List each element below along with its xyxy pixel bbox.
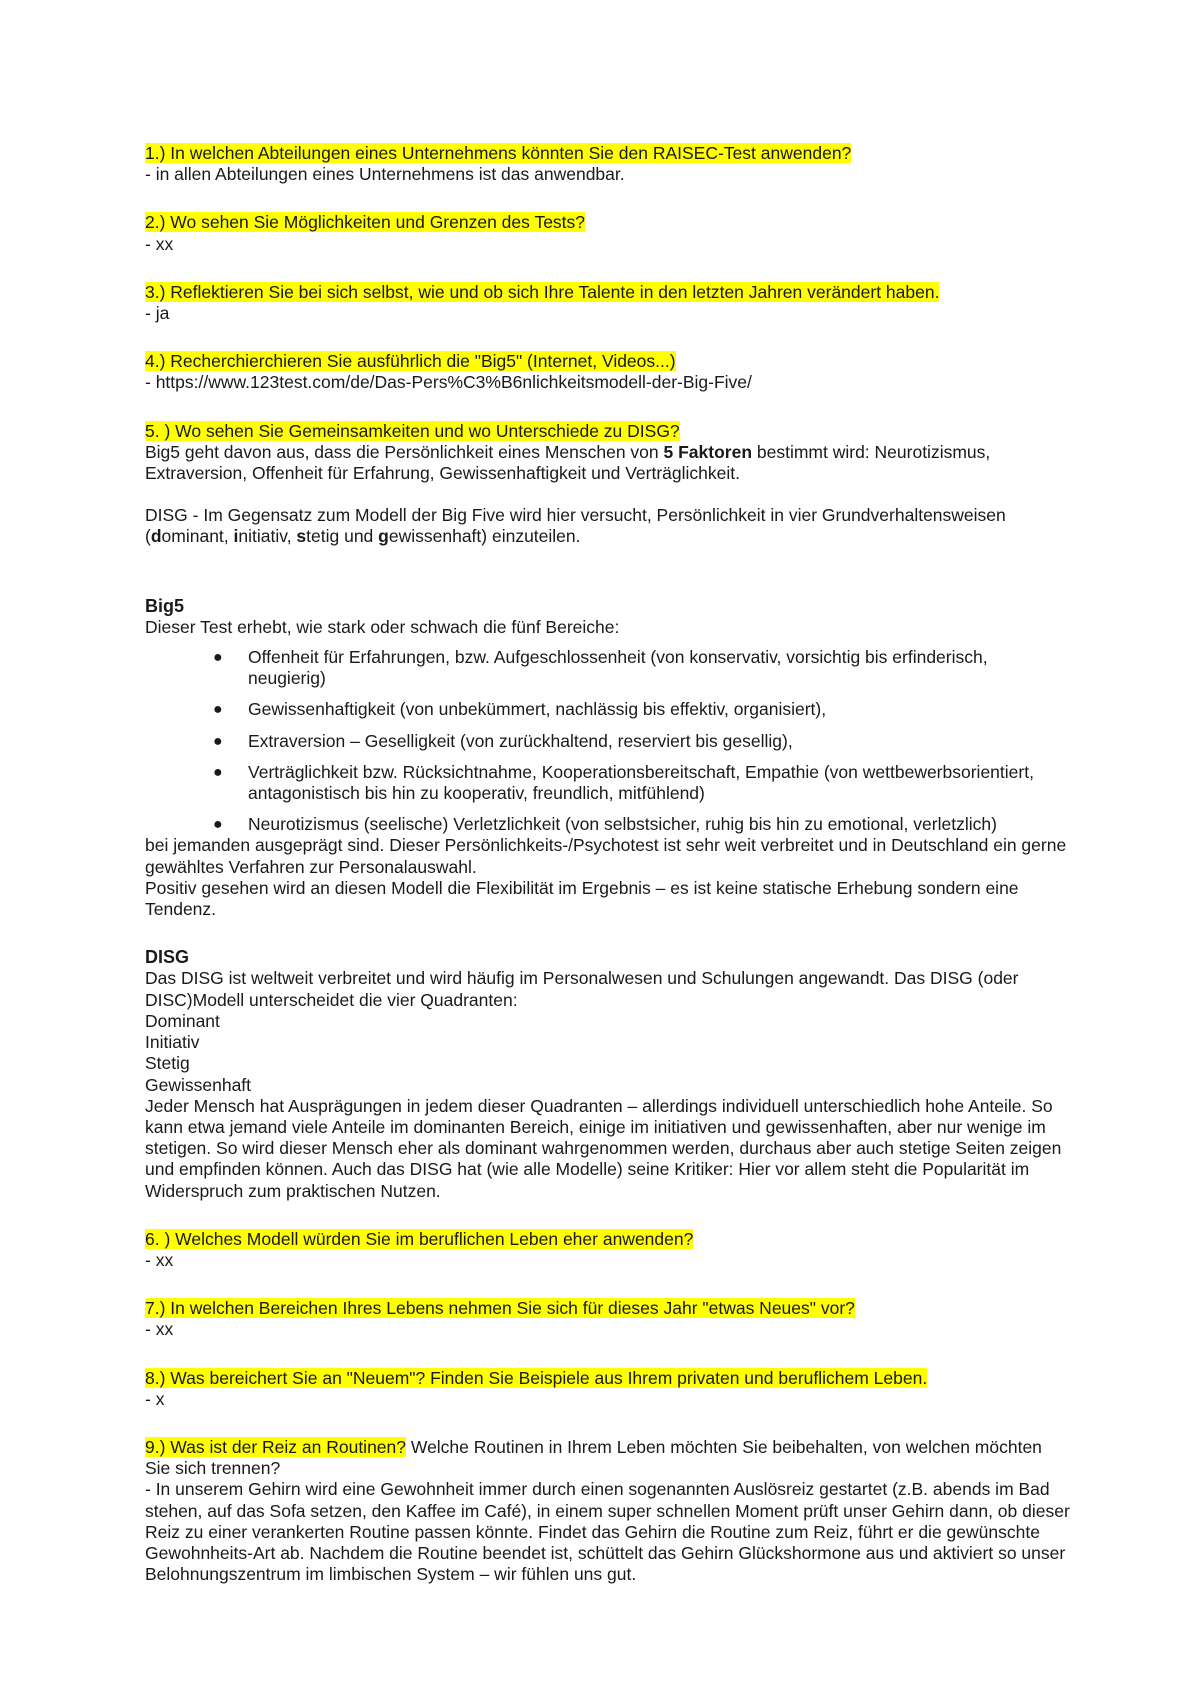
answer-5-big5: Big5 geht davon aus, dass die Persönlichkeit eines Menschen von 5 Faktoren bestimmt wird: Neurotizismus, Extraversion, Offenheit für Erfahrung, Gewissenhaftigkeit und Verträglichkeit. bbox=[145, 441, 991, 484]
question-8 bbox=[145, 1368, 1070, 1389]
answer-4-link[interactable]: - https://www.123test.com/de/Das-Pers%C3%B6nlichkeitsmodell-der-Big-Five/ bbox=[145, 372, 752, 393]
question-3-text: 3.) Reflektieren Sie bei sich selbst, wie und ob sich Ihre Talente in den letzten Jahren verändert haben. bbox=[145, 281, 940, 302]
list-item: ● Neurotizismus (seelische) Verletzlichkeit (von selbstsicher, ruhig bis hin zu emotional, verletzlich) bbox=[213, 814, 997, 835]
disg-quadrant: Stetig bbox=[145, 1053, 190, 1074]
question-1-text: 1.) In welchen Abteilungen eines Unternehmens könnten Sie den RAISEC-Test anwenden? bbox=[145, 143, 852, 163]
disg-quadrant: Dominant bbox=[145, 1010, 220, 1031]
big5-intro: Dieser Test erhebt, wie stark oder schwach die fünf Bereiche: bbox=[145, 616, 620, 637]
question-6-text: 6. ) Welches Modell würden Sie im beruflichen Leben eher anwenden? bbox=[145, 1228, 694, 1249]
bullet-icon: ● bbox=[213, 763, 223, 781]
question-9 bbox=[145, 1437, 1070, 1479]
list-item: ● Verträglichkeit bzw. Rücksichtnahme, Kooperationsbereitschaft, Empathie (von wettbewerbsorientiert, antagonistisch bis hin zu kooperativ, freundlich, mitfühlend) bbox=[213, 761, 1034, 804]
answer-3: - ja bbox=[145, 303, 170, 324]
document-body bbox=[145, 143, 1070, 1585]
big5-after-list: bei jemanden ausgeprägt sind. Dieser Persönlichkeits-/Psychotest ist sehr weit verbreitet und in Deutschland ein gerne gewähltes Verfahren zur Personalauswahl. bbox=[145, 835, 1067, 877]
bullet-icon: ● bbox=[213, 816, 223, 834]
question-2-text: 2.) Wo sehen Sie Möglichkeiten und Grenzen des Tests? bbox=[145, 212, 586, 233]
list-item: ● Offenheit für Erfahrungen, bzw. Aufgeschlossenheit (von konservativ, vorsichtig bis erfinderisch, neugierig) bbox=[213, 647, 988, 689]
question-9-rest: Welche Routinen in Ihrem Leben möchten Sie beibehalten, von welchen möchten Sie sich trennen? bbox=[145, 1436, 1042, 1479]
bullet-icon: ● bbox=[213, 649, 223, 667]
question-7 bbox=[145, 1298, 1070, 1319]
disg-quadrant: Gewissenhaft bbox=[145, 1074, 252, 1095]
question-7-text: 7.) In welchen Bereichen Ihres Lebens nehmen Sie sich für dieses Jahr "etwas Neues" vor? bbox=[145, 1298, 855, 1319]
question-5 bbox=[145, 421, 1070, 442]
bullet-icon: ● bbox=[213, 701, 223, 719]
question-9-highlight: 9.) Was ist der Reiz an Routinen? bbox=[145, 1436, 406, 1457]
big5-list bbox=[145, 647, 1070, 835]
five-factors-bold: 5 Faktoren bbox=[663, 441, 753, 462]
list-item: ● Gewissenhaftigkeit (von unbekümmert, nachlässig bis effektiv, organisiert), bbox=[213, 699, 827, 720]
answer-7: - xx bbox=[145, 1319, 174, 1340]
disg-quadrant: Initiativ bbox=[145, 1032, 200, 1053]
question-3 bbox=[145, 282, 1070, 303]
answer-6: - xx bbox=[145, 1249, 174, 1270]
list-item: ● Extraversion – Geselligkeit (von zurückhaltend, reserviert bis gesellig), bbox=[213, 730, 793, 751]
answer-9: - In unserem Gehirn wird eine Gewohnheit immer durch einen sogenannten Auslösreiz gestartet (z.B. abends im Bad stehen, auf das Sofa setzen, den Kaffee im Café), in einem super schnellen Moment prüft unser Gehirn dann, ob dieser Reiz zu einer verankerten Routine passen könnte. Findet das Gehirn die Routine zum Reiz, führt er die gewünschte Gewohnheits-Art ab. Nachdem die Routine beendet ist, schüttelt das Gehirn Glückshormone aus und aktiviert so unser Belohnungszentrum im limbischen System – wir fühlen uns gut. bbox=[145, 1479, 1070, 1585]
question-8-text: 8.) Was bereichert Sie an "Neuem"? Finden Sie Beispiele aus Ihrem privaten und beruflichem Leben. bbox=[145, 1367, 928, 1388]
answer-1: - in allen Abteilungen eines Unternehmens ist das anwendbar. bbox=[145, 164, 625, 185]
bullet-icon: ● bbox=[213, 732, 223, 750]
question-1 bbox=[145, 143, 1070, 164]
question-6 bbox=[145, 1229, 1070, 1250]
disg-heading: DISG bbox=[145, 947, 190, 968]
answer-8: - x bbox=[145, 1388, 165, 1409]
question-5-text: 5. ) Wo sehen Sie Gemeinsamkeiten und wo Unterschiede zu DISG? bbox=[145, 420, 680, 441]
answer-2: - xx bbox=[145, 233, 174, 254]
disg-intro: Das DISG ist weltweit verbreitet und wird häufig im Personalwesen und Schulungen angewandt. Das DISG (oder DISC)Modell unterscheidet die vier Quadranten: bbox=[145, 968, 1019, 1010]
question-2 bbox=[145, 212, 1070, 233]
question-4-text: 4.) Recherchierchieren Sie ausführlich die "Big5" (Internet, Videos...) bbox=[145, 351, 676, 372]
question-4 bbox=[145, 351, 1070, 372]
big5-heading: Big5 bbox=[145, 595, 185, 616]
answer-5-disg: DISG - Im Gegensatz zum Modell der Big Five wird hier versucht, Persönlichkeit in vier Grundverhaltensweisen (dominant, initiativ, stetig und gewissenhaft) einzuteilen. bbox=[145, 505, 1006, 547]
big5-positive: Positiv gesehen wird an diesen Modell die Flexibilität im Ergebnis – es ist keine statische Erhebung sondern eine Tendenz. bbox=[145, 877, 1019, 920]
disg-body: Jeder Mensch hat Ausprägungen in jedem dieser Quadranten – allerdings individuell unterschiedlich hohe Anteile. So kann etwa jemand viele Anteile im dominanten Bereich, einige im initiativen und gewissenhaften, aber nur wenige im stetigen. So wird dieser Mensch eher als dominant wahrgenommen werden, durchaus aber auch stetige Seiten zeigen und empfinden können. Auch das DISG hat (wie alle Modelle) seine Kritiker: Hier vor allem steht die Popularität im Widerspruch zum praktischen Nutzen. bbox=[145, 1095, 1062, 1201]
